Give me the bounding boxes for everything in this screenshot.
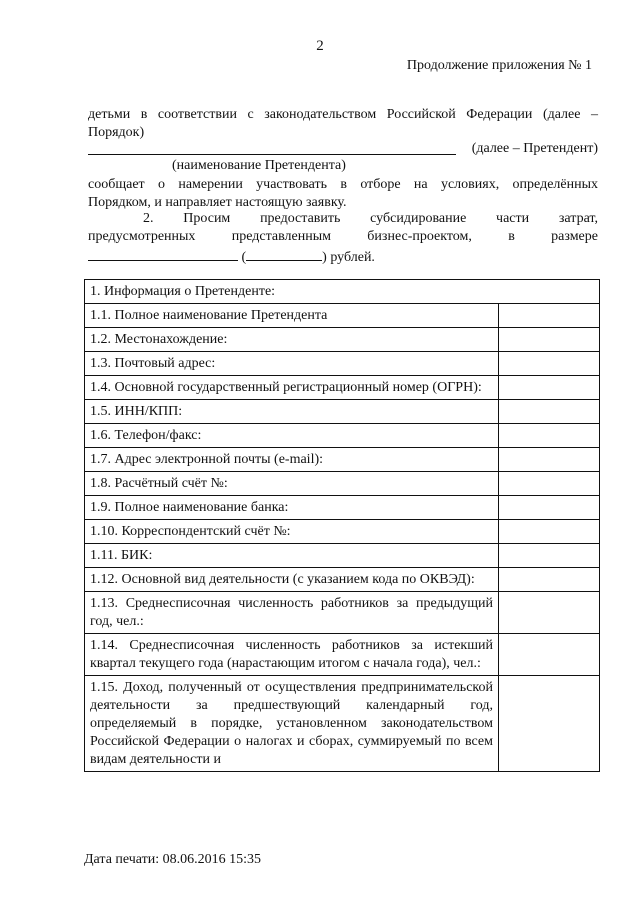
request-paragraph (88, 210, 598, 267)
row-label: 1.13. Среднесписочная численность работников за предыдущий год, чел.: (85, 592, 499, 634)
request-line-3 (88, 246, 598, 267)
table-row (85, 424, 600, 448)
row-value-cell (499, 304, 600, 328)
applicant-caption: (наименование Претендента) (172, 158, 346, 173)
row-value-cell (499, 496, 600, 520)
row-value-cell (499, 568, 600, 592)
row-label: 1.7. Адрес электронной почты (e-mail): (85, 448, 499, 472)
row-value-cell (499, 520, 600, 544)
row-label: 1.12. Основной вид деятельности (с указанием кода по ОКВЭД): (85, 568, 499, 592)
row-label: 1.2. Местонахождение: (85, 328, 499, 352)
table-row (85, 568, 600, 592)
table-row (85, 448, 600, 472)
print-date: Дата печати: 08.06.2016 15:35 (84, 852, 262, 867)
intro-paragraph (88, 106, 598, 142)
row-value-cell (499, 328, 600, 352)
row-value-cell (499, 448, 600, 472)
row-value-cell (499, 472, 600, 496)
table-row (85, 592, 600, 634)
amount-currency: ) рублей. (322, 250, 375, 265)
row-value-cell (499, 544, 600, 568)
row-label: 1.9. Полное наименование банка: (85, 496, 499, 520)
intro-line-2: Порядок) (88, 125, 145, 140)
row-value-cell (499, 592, 600, 634)
row-value-cell (499, 400, 600, 424)
row-value-cell (499, 676, 600, 772)
row-label: 1.3. Почтовый адрес: (85, 352, 499, 376)
applicant-name-blank (88, 140, 456, 155)
intent-line-1: сообщает о намерении участвовать в отборе на условиях, определённых (88, 177, 598, 192)
row-label: 1.6. Телефон/факс: (85, 424, 499, 448)
row-value-cell (499, 424, 600, 448)
table-row (85, 634, 600, 676)
intro-line-1: детьми в соответствии с законодательством Российской Федерации (далее – (88, 107, 598, 122)
request-line-2: предусмотренных представленным бизнес-проектом, в размере (88, 229, 598, 244)
table-header-cell: 1. Информация о Претенденте: (85, 280, 600, 304)
amount-digits-blank (88, 246, 238, 261)
table-row (85, 352, 600, 376)
amount-open-paren: ( (241, 250, 247, 265)
row-label: 1.14. Среднесписочная численность работников за истекший квартал текущего года (нарастающим итогом с начала года), чел.: (85, 634, 499, 676)
table-row (85, 304, 600, 328)
applicant-info-table (84, 279, 600, 772)
table-row (85, 328, 600, 352)
amount-words-blank (246, 246, 322, 261)
table-row (85, 400, 600, 424)
row-label: 1.11. БИК: (85, 544, 499, 568)
row-value-cell (499, 376, 600, 400)
table-row (85, 472, 600, 496)
row-value-cell (499, 352, 600, 376)
row-label: 1.4. Основной государственный регистрационный номер (ОГРН): (85, 376, 499, 400)
table-header-row (85, 280, 600, 304)
row-value-cell (499, 634, 600, 676)
table-row (85, 676, 600, 772)
row-label: 1.15. Доход, полученный от осуществления предпринимательской деятельности за предшествующий календарный год, определяемый в порядке, установленном законодательством Российской Федерации о налогах и сборах, суммируемый по всем видам деятельности и (85, 676, 499, 772)
row-label: 1.10. Корреспондентский счёт №: (85, 520, 499, 544)
intent-line-2: Порядком, и направляет настоящую заявку. (88, 195, 347, 210)
table-row (85, 520, 600, 544)
row-label: 1.8. Расчётный счёт №: (85, 472, 499, 496)
appendix-continuation-label: Продолжение приложения № 1 (406, 58, 592, 73)
table-row (85, 376, 600, 400)
row-label: 1.5. ИНН/КПП: (85, 400, 499, 424)
table-row (85, 496, 600, 520)
row-label: 1.1. Полное наименование Претендента (85, 304, 499, 328)
intent-paragraph (88, 176, 598, 212)
request-line-1: 2. Просим предоставить субсидирование части затрат, (143, 211, 598, 226)
page-number: 2 (316, 38, 324, 54)
applicant-suffix: (далее – Претендент) (471, 141, 598, 156)
table-row (85, 544, 600, 568)
